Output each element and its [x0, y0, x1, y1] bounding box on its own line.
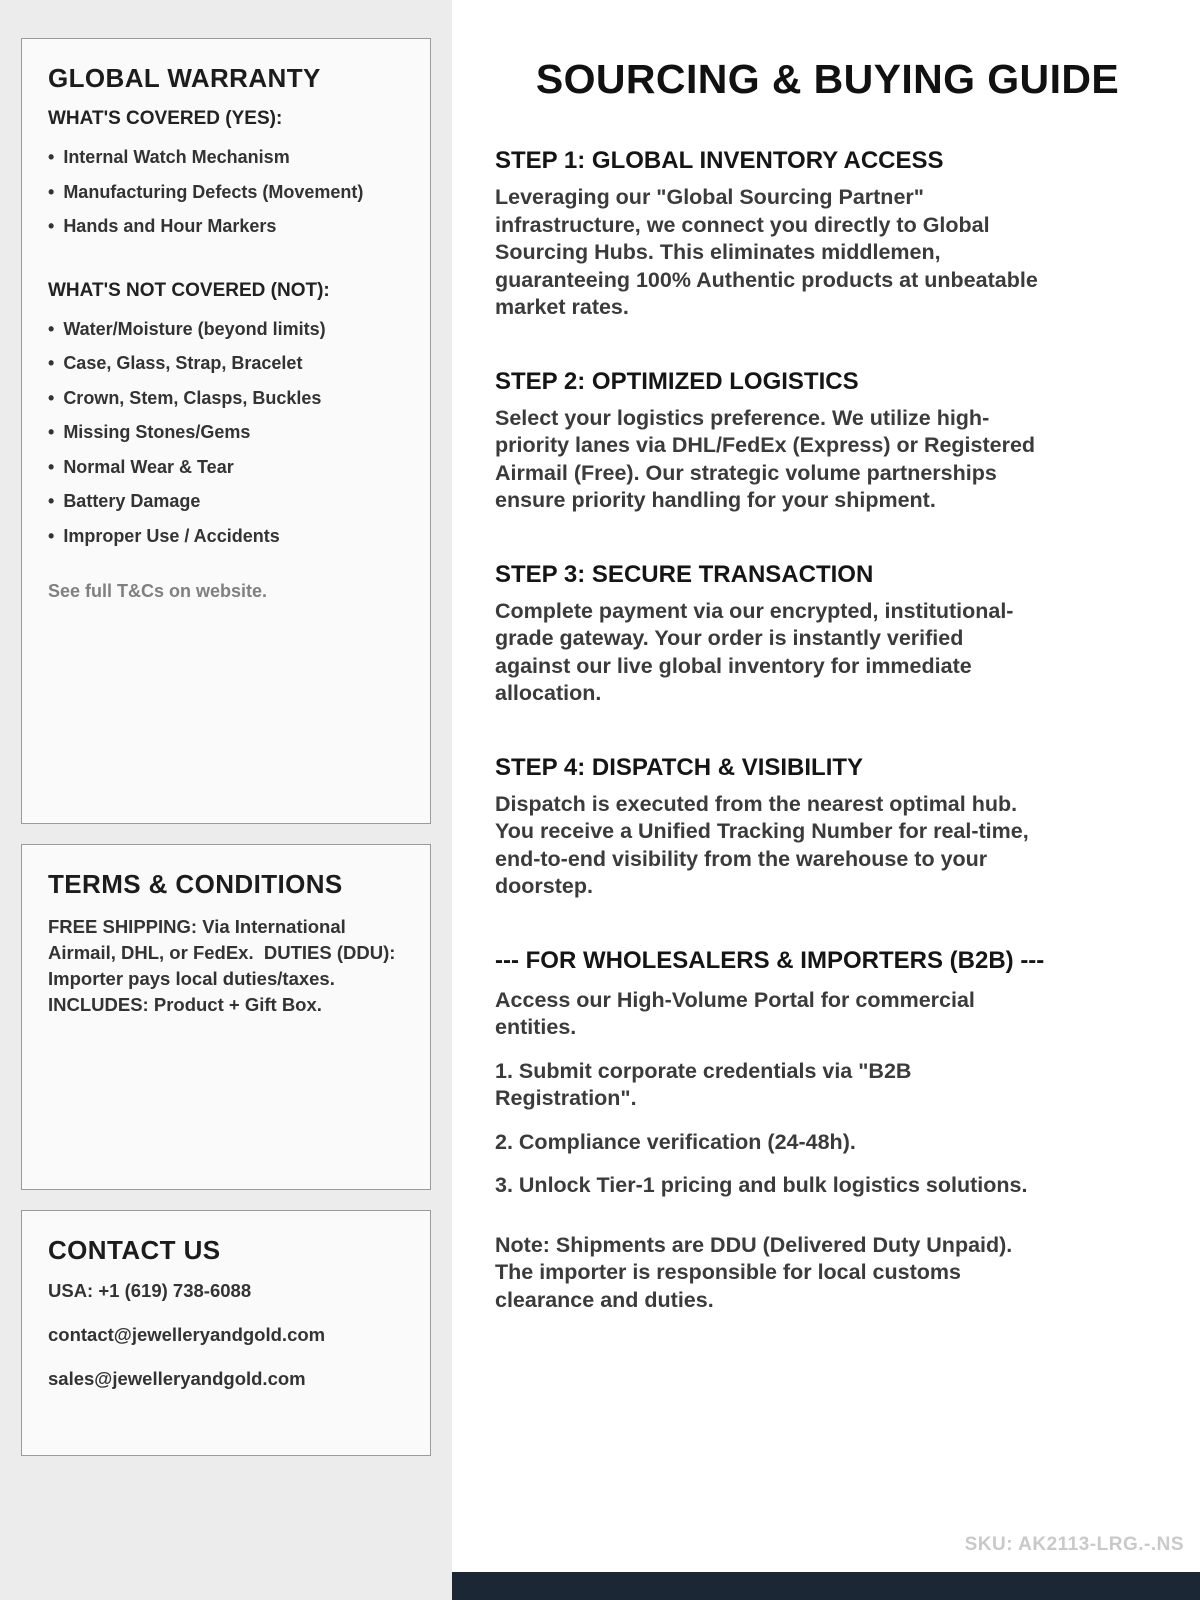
list-item: • Normal Wear & Tear [48, 450, 404, 485]
page-title: SOURCING & BUYING GUIDE [535, 56, 1120, 102]
step-4-heading: STEP 4: DISPATCH & VISIBILITY [495, 753, 864, 781]
list-item: • Improper Use / Accidents [48, 519, 404, 554]
terms-box [21, 844, 431, 1190]
step-1-body: Leveraging our "Global Sourcing Partner" infrastructure, we connect you directly to Global Sourcing Hubs. This eliminates middlemen, guaranteeing 100% Authentic products at unbeatable market rates. [495, 185, 1038, 320]
step-1-section [495, 147, 1160, 322]
b2b-intro: Access our High-Volume Portal for commercial entities. [495, 987, 975, 1040]
list-item: • Internal Watch Mechanism [48, 140, 404, 175]
contact-email-sales: sales@jewelleryandgold.com [48, 1368, 306, 1389]
contact-phone: USA: +1 (619) 738-6088 [48, 1280, 252, 1301]
covered-title: WHAT'S COVERED (YES): [48, 108, 283, 129]
covered-list [48, 140, 404, 244]
step-4-section [495, 754, 1160, 901]
not-covered-list [48, 312, 404, 554]
terms-title: TERMS & CONDITIONS [48, 869, 343, 899]
contact-box [21, 1210, 431, 1456]
b2b-item-3: 3. Unlock Tier-1 pricing and bulk logistics solutions. [495, 1173, 1028, 1198]
b2b-item-1: 1. Submit corporate credentials via "B2B Registration". [495, 1058, 912, 1111]
list-item: • Hands and Hour Markers [48, 209, 404, 244]
warranty-box [21, 38, 431, 824]
not-covered-title: WHAT'S NOT COVERED (NOT): [48, 279, 330, 301]
step-2-heading: STEP 2: OPTIMIZED LOGISTICS [495, 367, 859, 395]
list-item: • Missing Stones/Gems [48, 415, 404, 450]
step-3-section [495, 561, 1160, 708]
warranty-title: GLOBAL WARRANTY [48, 63, 321, 93]
list-item: • Manufacturing Defects (Movement) [48, 175, 404, 210]
b2b-heading: --- FOR WHOLESALERS & IMPORTERS (B2B) --- [495, 946, 1045, 974]
sidebar [0, 0, 452, 1600]
list-item: • Battery Damage [48, 484, 404, 519]
list-item: • Water/Moisture (beyond limits) [48, 312, 404, 347]
step-3-body: Complete payment via our encrypted, institutional-grade gateway. Your order is instantly verified against our live global inventory for immediate allocation. [495, 598, 1014, 706]
main-content [452, 0, 1200, 1314]
sku-label: SKU: AK2113-LRG.-.NS [964, 1534, 1184, 1555]
b2b-section [495, 947, 1160, 1315]
contact-email-primary: contact@jewelleryandgold.com [48, 1324, 326, 1345]
step-1-heading: STEP 1: GLOBAL INVENTORY ACCESS [495, 147, 944, 174]
step-3-heading: STEP 3: SECURE TRANSACTION [495, 560, 874, 588]
b2b-item-2: 2. Compliance verification (24-48h). [495, 1129, 856, 1154]
warranty-footnote: See full T&Cs on website. [48, 581, 268, 601]
list-item: • Crown, Stem, Clasps, Buckles [48, 381, 404, 416]
step-2-section [495, 368, 1160, 515]
terms-body: FREE SHIPPING: Via International Airmail, DHL, or FedEx. DUTIES (DDU): Importer pays local duties/taxes. INCLUDES: Product + Gift Box. [48, 916, 401, 1015]
footer-bar [452, 1572, 1200, 1600]
b2b-note: Note: Shipments are DDU (Delivered Duty Unpaid). The importer is responsible for local customs clearance and duties. [495, 1232, 1013, 1312]
step-2-body: Select your logistics preference. We utilize high-priority lanes via DHL/FedEx (Express) or Registered Airmail (Free). Our strategic volume partnerships ensure priority handling for your shipment. [495, 405, 1036, 513]
step-4-body: Dispatch is executed from the nearest optimal hub. You receive a Unified Tracking Number for real-time, end-to-end visibility from the warehouse to your doorstep. [495, 791, 1029, 899]
list-item: • Case, Glass, Strap, Bracelet [48, 346, 404, 381]
contact-title: CONTACT US [48, 1235, 221, 1265]
